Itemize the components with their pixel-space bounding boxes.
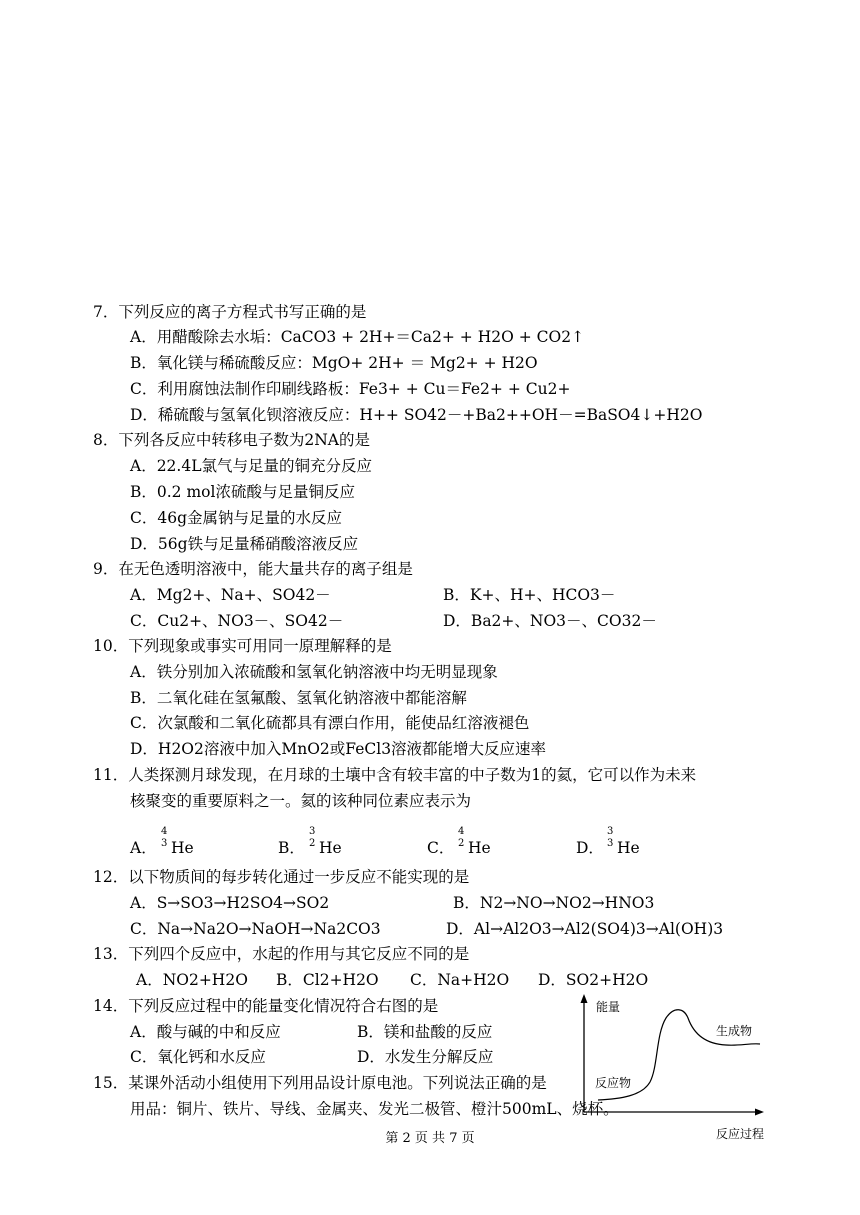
y-axis-arrow	[581, 994, 588, 1003]
q8-stem: 8．下列各反应中转移电子数为2NA的是	[93, 431, 370, 449]
mass-number: 4	[458, 826, 465, 837]
q11-option-d	[576, 826, 656, 866]
q14-option-d: D．水发生分解反应	[357, 1048, 494, 1066]
q13-option-a: A．NO2+H2O	[136, 971, 248, 989]
q11-option-c	[427, 826, 507, 866]
y-axis-label: 能量	[596, 1000, 621, 1014]
q10-stem: 10．下列现象或事实可用同一原理解释的是	[93, 637, 392, 655]
q9-stem: 9．在无色透明溶液中，能大量共存的离子组是	[93, 560, 413, 578]
mass-number: 3	[607, 826, 614, 837]
option-label: A．	[130, 839, 157, 857]
q8-option-d: D．56g铁与足量稀硝酸溶液反应	[130, 535, 359, 553]
option-label: C．	[427, 839, 455, 857]
q15-stem: 15．某课外活动小组使用下列用品设计原电池。下列说法正确的是	[93, 1074, 547, 1092]
q12-stem: 12．以下物质间的每步转化通过一步反应不能实现的是	[93, 868, 470, 886]
mass-number: 4	[161, 826, 168, 837]
element-symbol: He	[171, 839, 194, 857]
q10-option-d: D．H2O2溶液中加入MnO2或FeCl3溶液都能增大反应速率	[130, 740, 547, 758]
q10-option-a: A．铁分别加入浓硫酸和氢氧化钠溶液中均无明显现象	[130, 663, 498, 681]
q13-option-b: B．Cl2+H2O	[276, 971, 379, 989]
reactant-label: 反应物	[595, 1076, 632, 1090]
q11-stem-line1: 11．人类探测月球发现，在月球的土壤中含有较丰富的中子数为1的氦，它可以作为未来	[93, 766, 697, 784]
x-axis-label: 反应过程	[716, 1127, 765, 1141]
q13-option-c: C．Na+H2O	[410, 971, 510, 989]
q10-option-c: C．次氯酸和二氧化硫都具有漂白作用，能使品红溶液褪色	[130, 714, 530, 732]
atomic-number: 2	[458, 838, 465, 849]
q14-option-b: B．镁和盐酸的反应	[357, 1023, 493, 1041]
q9-option-a: A．Mg2+、Na+、SO42－	[130, 586, 331, 604]
product-label: 生成物	[716, 1024, 753, 1038]
q11-option-b	[278, 826, 358, 866]
q12-option-a: A．S→SO3→H2SO4→SO2	[130, 894, 330, 912]
atomic-number: 2	[309, 838, 316, 849]
x-axis-arrow	[755, 1109, 764, 1116]
q12-option-b: B．N2→NO→NO2→HNO3	[453, 894, 655, 912]
element-symbol: He	[319, 839, 342, 857]
q9-option-d: D．Ba2+、NO3－、CO32－	[443, 612, 657, 630]
atomic-number: 3	[607, 838, 614, 849]
atomic-number: 3	[161, 838, 168, 849]
page-footer: 第 2 页 共 7 页	[385, 1131, 475, 1146]
option-label: D．	[576, 839, 604, 857]
q7-option-d: D．稀硫酸与氢氧化钡溶液反应：H++ SO42－+Ba2++OH－=BaSO4↓+H2O	[130, 406, 703, 424]
q14-stem: 14．下列反应过程中的能量变化情况符合右图的是	[93, 997, 439, 1015]
q11-stem-line2: 核聚变的重要原料之一。氦的该种同位素应表示为	[130, 792, 472, 810]
q15-items: 用品：铜片、铁片、导线、金属夹、发光二极管、橙汁500mL、烧杯。	[130, 1100, 619, 1118]
q7-stem: 7．下列反应的离子方程式书写正确的是	[93, 303, 367, 321]
q12-option-d: D．Al→Al2O3→Al2(SO4)3→Al(OH)3	[446, 920, 724, 938]
q7-option-a: A．用醋酸除去水垢：CaCO3 + 2H+＝Ca2+ + H2O + CO2↑	[130, 328, 585, 346]
q8-option-b: B．0.2 mol浓硫酸与足量铜反应	[130, 483, 355, 501]
q8-option-a: A．22.4L氯气与足量的铜充分反应	[130, 457, 372, 475]
q9-option-b: B．K+、H+、HCO3－	[443, 586, 616, 604]
q9-option-c: C．Cu2+、NO3－、SO42－	[130, 612, 344, 630]
q10-option-b: B．二氧化硅在氢氟酸、氢氧化钠溶液中都能溶解	[130, 689, 467, 707]
element-symbol: He	[468, 839, 491, 857]
q13-stem: 13．下列四个反应中，水起的作用与其它反应不同的是	[93, 945, 470, 963]
q13-option-d: D．SO2+H2O	[538, 971, 649, 989]
q8-option-c: C．46g金属钠与足量的水反应	[130, 509, 343, 527]
q11-option-a	[130, 826, 210, 866]
q14-option-c: C．氧化钙和水反应	[130, 1048, 266, 1066]
mass-number: 3	[309, 826, 316, 837]
q14-option-a: A．酸与碱的中和反应	[130, 1023, 281, 1041]
q7-option-b: B．氧化镁与稀硫酸反应：MgO+ 2H+ ＝ Mg2+ + H2O	[130, 354, 538, 372]
option-label: B．	[278, 839, 305, 857]
q12-option-c: C．Na→Na2O→NaOH→Na2CO3	[130, 920, 381, 938]
q7-option-c: C．利用腐蚀法制作印刷线路板：Fe3+ + Cu＝Fe2+ + Cu2+	[130, 380, 571, 398]
element-symbol: He	[617, 839, 640, 857]
